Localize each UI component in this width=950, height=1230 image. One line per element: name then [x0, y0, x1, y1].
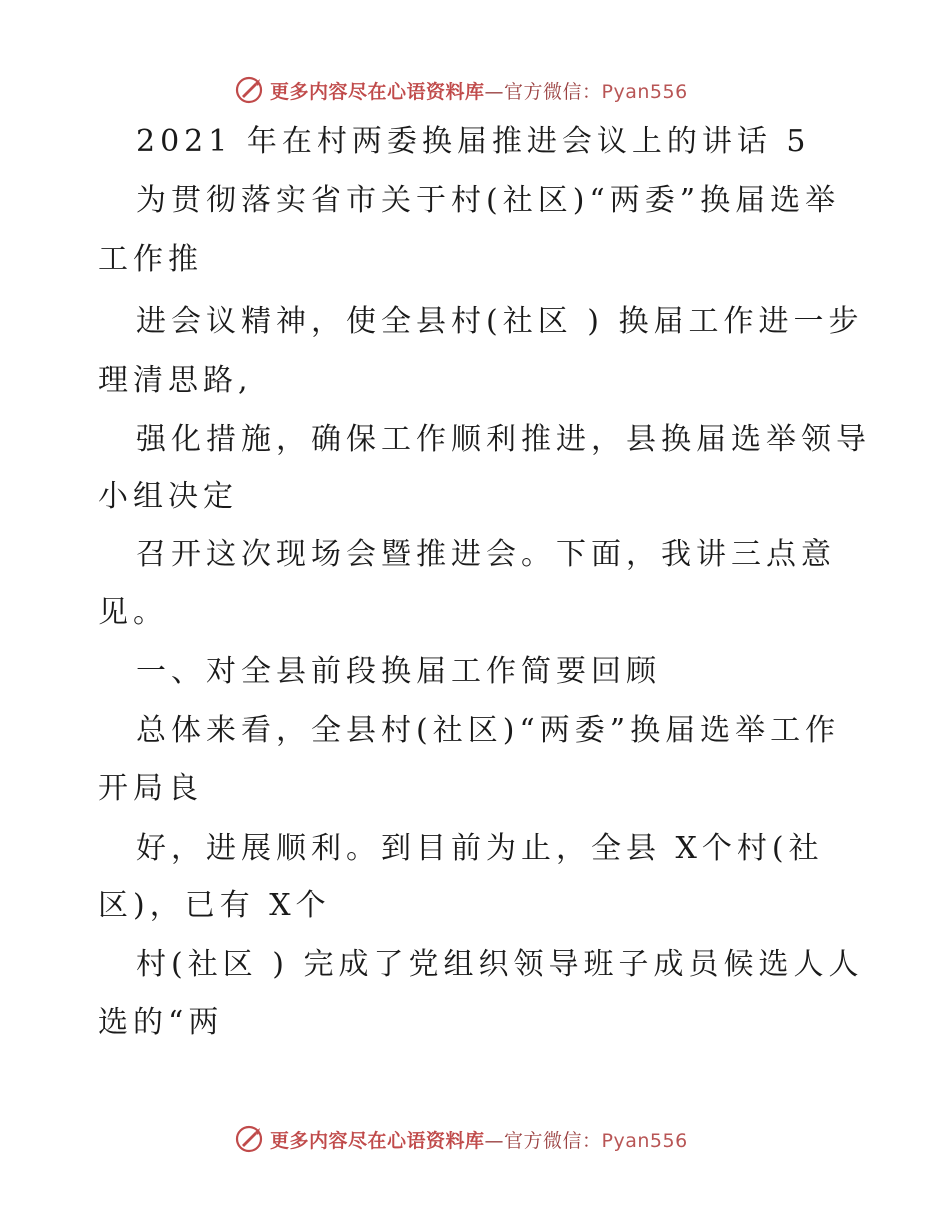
text-line: 总体来看，全县村(社区)“两委”换届选举工作: [136, 713, 841, 748]
section-heading: 一、对全县前段换届工作简要回顾: [136, 654, 661, 689]
text-line: 区)，已有 X个: [98, 888, 331, 923]
text-line: 见。: [98, 595, 168, 630]
watermark-main: 更多内容尽在心语资料库: [270, 80, 485, 103]
watermark-main: 更多内容尽在心语资料库: [270, 1129, 485, 1152]
text-line: 强化措施，确保工作顺利推进，县换届选举领导: [136, 422, 871, 457]
quill-logo-icon: [234, 1124, 264, 1154]
text-line: 开局良: [98, 771, 203, 806]
text-line: 小组决定: [98, 479, 238, 514]
text-line: 选的“两: [98, 1005, 224, 1040]
footer-watermark: [234, 1122, 688, 1156]
text-line: 进会议精神，使全县村(社区 ) 换届工作进一步: [136, 304, 864, 339]
watermark-sub: —官方微信：: [484, 1129, 602, 1152]
text-line: 村(社区 ) 完成了党组织领导班子成员候选人人: [136, 947, 864, 982]
document-title: 2021 年在村两委换届推进会议上的讲话 5: [136, 124, 811, 159]
watermark-id: Pyan556: [601, 80, 688, 103]
watermark-sub: —官方微信：: [484, 80, 602, 103]
text-line: 理清思路,: [98, 363, 253, 398]
text-line: 好，进展顺利。到目前为止，全县 X个村(社: [136, 831, 824, 866]
watermark-text: [270, 1126, 688, 1153]
text-line: 召开这次现场会暨推进会。下面，我讲三点意: [136, 537, 836, 572]
text-line: 为贯彻落实省市关于村(社区)“两委”换届选举: [136, 183, 841, 218]
text-line: 工作推: [98, 242, 203, 277]
watermark-id: Pyan556: [601, 1129, 688, 1152]
